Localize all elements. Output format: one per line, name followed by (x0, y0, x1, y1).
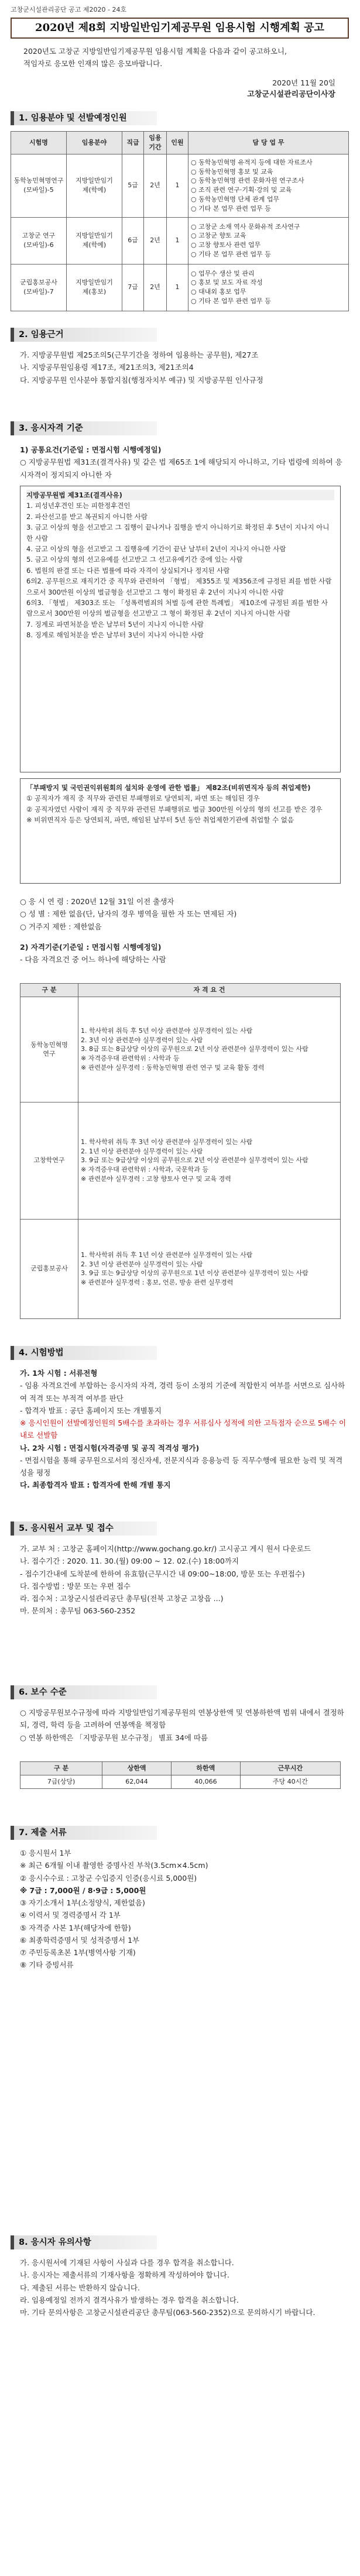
list-item: 나. 접수기간 : 2020. 11. 30.(월) 09:00 ~ 12. 02.(수) 18:00까지 (20, 1557, 239, 1566)
table-row: 고창군 연구 (모바일)-6 지방일반임기 제(학예) 6급 2년 1 ○ 고창군 소재 역사 문화유적 조사연구 ○ 고창군 향토 교육 ○ 고창 향토사 관련 업무 ○ 기타 본 업무 관련 업무 등 (11, 217, 349, 264)
list-item: 다. 지방공무원 인사분야 통합지침(행정자치부 예규) 및 지방공무원 인사규정 (20, 375, 263, 384)
page-title: 2020년 제8회 지방일반임기제공무원 임용시험 시행계획 공고 (11, 18, 349, 39)
table-row: 동학농민혁명 연구 1. 학사학위 취득 후 5년 이상 관련분야 실무경력이 있는 사람 2. 3년 이상 관련분야 실무경력이 있는 사람 3. 8급 또는 8급상당 이상의 공무원으로 2년 이상 관련분야 실무경력이 있는 사람 ※ 자격증우대 관련학위 : 사학과 등 ※ 관련분야 실무경력 : 동학농민혁명 관련 연구 및 교육 활동 경력 (20, 997, 341, 1102)
corruption-rule-box (20, 778, 341, 884)
list-item: ⑥ 최종학력증명서 및 성적증명서 1부 (20, 1935, 140, 1945)
list-item: 6의3. 「형법」 제303조 또는 「성폭력범죄의 처벌 등에 관한 특례법」 제10조에 규정된 죄를 범한 사람으로서 300만원 이상의 벌금형을 선고받고 그 형이 확정된 후 2년이 지나지 아니한 사람 (26, 598, 328, 618)
section-heading-1: 1. 임용분야 및 선발예정인원 (11, 111, 157, 125)
list-item: ② 공직자였던 사람이 재직 중 직무와 관련된 부패행위로 벌금 300만원 이상의 형의 선고를 받은 경우 (26, 805, 323, 813)
list-item: ② 응시수수료 : 고창군 수입증지 인증(응시료 5,000원) (20, 1873, 197, 1883)
recruitment-table (11, 131, 349, 311)
list-item: 가. 응시원서에 기재된 사항이 사실과 다를 경우 합격을 취소합니다. (20, 2258, 234, 2267)
qualification-table (20, 983, 341, 1319)
list-item: ① 응시원서 1부 (20, 1849, 71, 1857)
eligibility-details (20, 895, 348, 966)
list-item: - 접수기간내에 도착분에 한하여 유효함(근무시간 내 09:00~18:00, 방문 또는 우편접수) (20, 1569, 305, 1578)
list-item: 다. 접수방법 : 방문 또는 우편 접수 (20, 1581, 131, 1591)
list-item: ※ 최근 6개월 이내 촬영한 증명사진 부착(3.5cm×4.5cm) (20, 1861, 208, 1870)
exam-method-list (20, 1367, 348, 1492)
table-row: 군립홍보공사 (모바일)-7 지방일반임기 제(홍보) 7급 2년 1 ○ 업무수 생산 및 관리 ○ 홍보 및 보도 자료 작성 ○ 대내외 홍보 업무 ○ 기타 본 업무 관련 업무 등 (11, 264, 349, 311)
list-item: 나. 2차 시험 : 면접시험(자격증명 및 공직 적격성 평가) (20, 1443, 200, 1452)
list-item: 마. 문의처 : 총무팀 063-560-2352 (20, 1606, 136, 1616)
paragraph: ○ 성 별 : 제한 없음(단, 남자의 경우 병역을 필한 자 또는 면제된 자) (20, 909, 237, 919)
section-heading-4: 4. 시험방법 (11, 1346, 157, 1360)
section-heading-2: 2. 임용근거 (11, 328, 157, 342)
required-documents-list (20, 1847, 348, 1972)
paragraph: ○ 응 시 연 령 : 2020년 12월 31일 이전 출생자 (20, 897, 174, 906)
notes-list (20, 2256, 348, 2319)
list-item: 가. 교부 처 : 고창군 홈페이지(http://www.gochang.go.kr/) 고시공고 게시 원서 다운로드 (20, 1544, 311, 1553)
paragraph: ○ 지방공무원법 제31조(결격사유) 및 같은 법 제65조 1에 해당되지 아니하고, 기타 법령에 의하여 응시자격이 정지되지 아니한 자 (20, 458, 342, 479)
paragraph: ○ 연봉 하한액은 「지방공무원 보수규정」 별표 34에 따름 (20, 1733, 208, 1742)
notice-number: 고창군시설관리공단 공고 제2020 - 24호 (11, 6, 127, 13)
list-item: 라. 접수처 : 고창군시설관리공단 총무팀(전북 고창군 고창읍 ...) (20, 1594, 224, 1603)
list-item: 나. 응시자는 제출서류의 기재사항을 정확하게 작성하여야 합니다. (20, 2271, 229, 2280)
list-item: 나. 지방공무원임용령 제17조, 제21조의3, 제21조의4 (20, 363, 194, 372)
box-title: 「부패방지 및 국민권익위원회의 설치와 운영에 관한 법률」 제82조(비위면직자 등의 취업제한) (26, 784, 311, 792)
list-item: - 합격자 발표 : 공단 홈페이지 또는 개별통지 (20, 1406, 162, 1415)
list-item: ※ 응시인원이 선발예정인원의 5배수를 초과하는 경우 서류심사 성적에 의한 고득점자 순으로 5배수 이내로 선발함 (20, 1418, 347, 1440)
table-header-row: 구 분 상한액 하한액 근무시간 (20, 1762, 341, 1775)
list-item: 6의2. 공무원으로 재직기간 중 직무와 관련하여 「형법」 제355조 및 제356조에 규정된 죄를 범한 사람으로서 300만원 이상의 벌금형을 선고받고 그 형이 확정된 후 2년이 지나지 아니한 사람 (26, 577, 332, 596)
table-row: 고창학연구 1. 학사학위 취득 후 3년 이상 관련분야 실무경력이 있는 사람 2. 1년 이상 관련분야 실무경력이 있는 사람 3. 9급 또는 9급상당 이상의 공무원으로 2년 이상 관련분야 실무경력이 있는 사람 ※ 자격증우대 관련학위 : 사학과, 국문학과 등 ※ 관련분야 실무경력 : 고창 향토사 연구 및 교육 경력 (20, 1102, 341, 1219)
salary-info (20, 1706, 348, 1744)
table-header-row: 구 분 자 격 요 건 (20, 984, 341, 997)
list-item: 6. 법원의 판결 또는 다른 법률에 따라 자격이 상실되거나 정지된 사람 (26, 566, 230, 575)
legal-basis-list (20, 349, 348, 386)
table-row: 동학농민혁명연구 (모바일)-5 지방일반임기 제(학예) 5급 2년 1 ○ 동학농민혁명 유적지 등에 대한 자료조사 ○ 동학농민혁명 홍보 및 교육 ○ 동학농민혁명 관련 문화자원 연구조사 ○ 조직 관련 연구·기획·강의 및 교육 ○ 동학농민혁명 단체 관계 업무 ○ 기타 본 업무 관련 업무 등 (11, 154, 349, 217)
list-item: 가. 1차 시험 : 서류전형 (20, 1369, 98, 1378)
list-item: 다. 제출된 서류는 반환하지 않습니다. (20, 2283, 140, 2292)
salary-table (20, 1761, 341, 1789)
paragraph: ○ 거주지 제한 : 제한없음 (20, 922, 102, 931)
application-info (20, 1543, 348, 1617)
list-item: 7. 징계로 파면처분을 받은 날부터 5년이 지나지 아니한 사람 (26, 620, 204, 628)
list-item: 가. 지방공무원법 제25조의5(근무기간을 정하여 임용하는 공무원), 제27조 (20, 351, 259, 359)
list-item: - 면접시험을 통해 공무원으로서의 정신자세, 전문지식과 응용능력 등 직무수행에 필요한 능력 및 적격성을 평정 (20, 1455, 343, 1477)
box-title: 지방공무원법 제31조(결격사유) (26, 490, 334, 500)
list-item: ③ 자기소개서 1부(소정양식, 제한없음) (20, 1898, 145, 1907)
list-item: 마. 기타 문의사항은 고창군시설관리공단 총무팀(063-560-2352)으로 문의하시기 바랍니다. (20, 2308, 316, 2317)
list-item: 3. 금고 이상의 형을 선고받고 그 집행이 끝나거나 집행을 받지 아니하기로 확정된 후 5년이 지나지 아니한 사람 (26, 523, 330, 542)
list-item: 4. 금고 이상의 형을 선고받고 그 집행유예 기간이 끝난 날부터 2년이 지나지 아니한 사람 (26, 544, 286, 553)
list-item: 다. 최종합격자 발표 : 합격자에 한해 개별 통지 (20, 1481, 171, 1490)
intro-line-2: 적임자로 응모한 인재의 많은 응모바랍니다. (23, 59, 163, 68)
section-heading-6: 6. 보수 수준 (11, 1685, 157, 1699)
issuer-name: 고창군시설관리공단이사장 (247, 90, 335, 99)
list-item: ※ 7급 : 7,000원 / 8·9급 : 5,000원 (20, 1885, 146, 1895)
section-heading-5: 5. 응시원서 교부 및 접수 (11, 1521, 157, 1536)
intro-text (23, 46, 340, 70)
list-item: 5. 금고 이상의 형의 선고유예를 선고받고 그 선고유예기간 중에 있는 사람 (26, 555, 243, 564)
list-item: ⑤ 자격증 사본 1부(해당자에 한함) (20, 1923, 131, 1932)
list-item: 라. 임용예정일 전까지 결격사유가 발생하는 경우 합격을 취소합니다. (20, 2295, 239, 2304)
list-item: ※ 비위면직자 등은 당연퇴직, 파면, 해임된 날부터 5년 동안 취업제한기관에 취업할 수 없음 (26, 816, 294, 825)
list-item: ⑦ 주민등록초본 1부(병역사항 기재) (20, 1948, 136, 1957)
list-item: 1. 피성년후견인 또는 피한정후견인 (26, 502, 131, 510)
list-item: 8. 징계로 해임처분을 받은 날부터 3년이 지나지 아니한 사람 (26, 631, 204, 640)
paragraph: ○ 지방공무원보수규정에 따라 지방일반임기제공무원의 연봉상한액 및 연봉하한액 범위 내에서 결정하되, 경력, 학력 등을 고려하여 연봉액을 책정함 (20, 1708, 344, 1730)
table-row: 군립홍보공사 1. 학사학위 취득 후 1년 이상 관련분야 실무경력이 있는 사람 2. 3년 이상 관련분야 실무경력이 있는 사람 3. 9급 또는 9급상당 이상의 공무원으로 1년 이상 관련분야 실무경력이 있는 사람 ※ 관련분야 실무경력 : 홍보, 언론, 방송 관련 실무경력 (20, 1219, 341, 1318)
table-header-row: 시험명 임용분야 직급 임용 기간 인원 담 당 업 무 (11, 132, 349, 154)
section-heading-3: 3. 응시자격 기준 (11, 421, 157, 435)
list-item: ⑧ 기타 증빙서류 (20, 1960, 74, 1970)
table-row: 7급(상당) 62,044 40,066 주당 40시간 (20, 1775, 341, 1788)
section-heading-8: 8. 응시자 유의사항 (11, 2235, 157, 2249)
section-heading-7: 7. 제출 서류 (11, 1826, 157, 1840)
disqualification-box (20, 486, 341, 772)
intro-line-1: 2020년도 고창군 지방일반임기제공무원 임용시험 계획을 다음과 같이 공고하오니, (23, 47, 287, 56)
notice-date: 2020년 11월 20일 (272, 78, 335, 87)
list-item: ① 공직자가 재직 중 직무와 관련된 부패행위로 당연퇴직, 파면 또는 해임된 경우 (26, 794, 260, 803)
list-item: 2. 파산선고를 받고 복권되지 아니한 사람 (26, 512, 148, 521)
subheading: 1) 공통요건(기준일 : 면접시험 시행예정일) (20, 445, 162, 454)
paragraph: - 다음 자격요건 중 어느 하나에 해당하는 사람 (20, 955, 166, 964)
subheading: 2) 자격기준(기준일 : 면접시험 시행예정일) (20, 942, 162, 952)
list-item: - 임용 자격요건에 부합하는 응시자의 자격, 경력 등이 소정의 기준에 적합한지 여부를 서면으로 심사하여 적격 또는 부적격 여부를 판단 (20, 1381, 345, 1403)
common-requirements (20, 444, 348, 481)
list-item: ④ 이력서 및 경력증명서 각 1부 (20, 1911, 121, 1920)
